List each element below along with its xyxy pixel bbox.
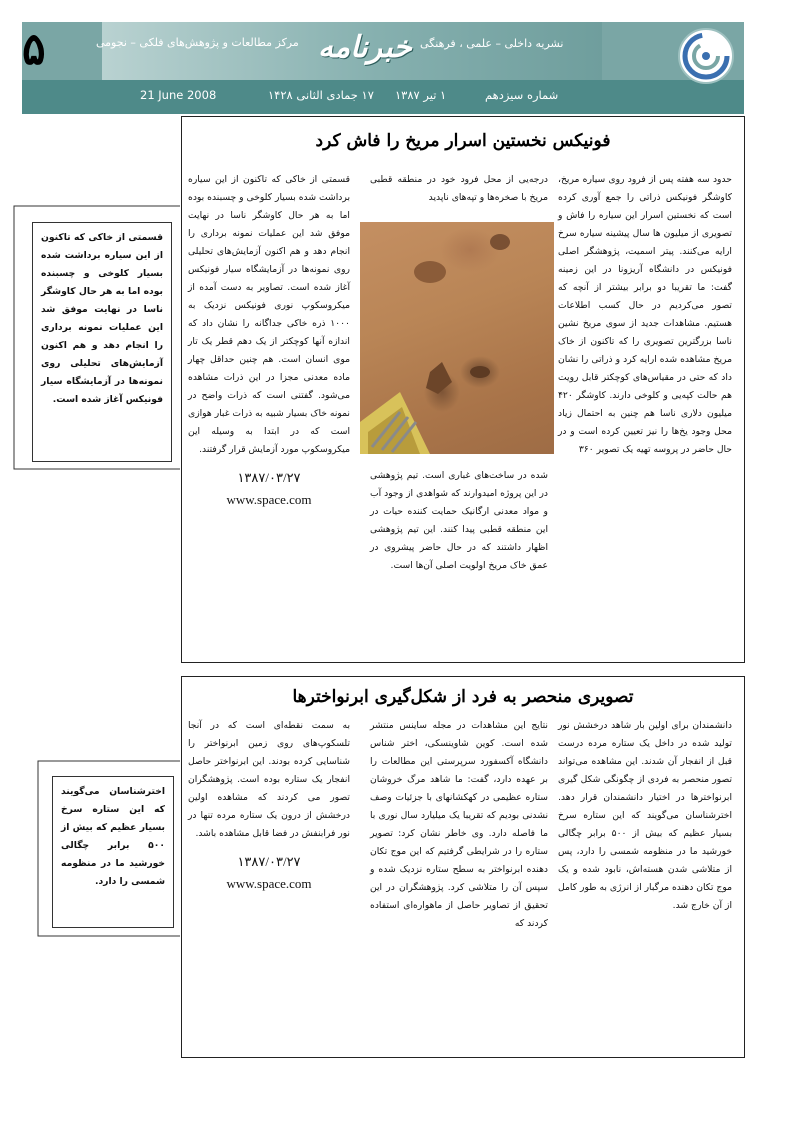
article-text: درجه‌یی از محل فرود خود در منطقه قطبی مریخ با صخره‌ها و تپه‌های ناپدید: [370, 174, 548, 203]
article-title: تصویری منحصر به فرد از شکل‌گیری ابرنواخترها: [292, 687, 634, 707]
tagline: نشریه داخلی – علمی ، فرهنگی: [420, 37, 564, 50]
newsletter-logo-text: خبرنامه: [318, 30, 412, 65]
page-number: ۵: [22, 24, 46, 75]
article-text: نتایج این مشاهدات در مجله ساینس منتشر شده است. کوین شاوینسکی، اختر شناس دانشگاه آکسفورد سرپرستی این مطالعات را بر عهده دارد، گفت: ما شاهد مرگ خروشان ستاره عظیمی در کهکشانهای با جزئیات وصف نشدنی بودیم که تقریبا یک میلیارد سال نوری با ما فاصله دارد. وی خاطر نشان کرد: تصویر ستاره را در شرایطی گرفتیم که این موج تکان دهنده ابرنواختر به سطح ستاره نزدیک شده و سپس آن را متلاشی کرد. پژوهشگران در این تحقیق از تصاویر حاصل از ماهواره‌ای استفاده کردند که: [370, 720, 548, 929]
article-column-right: [558, 717, 732, 915]
article-column-left: [188, 171, 350, 511]
source-date: ۱۳۸۷/۰۳/۲۷: [237, 854, 301, 869]
article-supernova: [181, 676, 745, 1058]
source-date: ۱۳۸۷/۰۳/۲۷: [237, 470, 301, 485]
source-url[interactable]: www.space.com: [226, 492, 312, 507]
article-text: به سمت نقطه‌ای است که در آنجا تلسکوپ‌های روی زمین ابرنواختر را شناسایی کرده بودند. این ابرنواختر حاصل انفجار یک ستاره بوده است. پژوهشگران تصور می کردند که مشاهده اولین درخشش از درون یک ستاره مرده تنها در نور فرابنفش در فضا قابل مشاهده باشد.: [188, 720, 350, 839]
article-text: دانشمندان برای اولین بار شاهد درخشش نور تولید شده در داخل یک ستاره مرده درست قبل از انفجار آن شدند. این مشاهده می‌تواند تصور منحصر به فردی از چگونگی شکل گیری ابرنواخترها در اختیار دانشمندان قرار دهد. اخترشناسان می‌گویند که این ستاره سرخ بسیار عظیم که بیش از ۵۰۰ برابر چگالی خورشید ما در منظومه شمسی را دارد، پس از متلاشی شدن هسته‌اش، نابود شده و یک موج تکان دهنده مرگبار از انرژی به طور کامل از آن خارج شد.: [558, 720, 732, 911]
article-column-right: [558, 171, 732, 459]
pull-quote: اخترشناسان می‌گویند که این ستاره سرخ بسیار عظیم که بیش از ۵۰۰ برابر چگالی خورشید ما در منظومه شمسی را دارد.: [52, 776, 174, 928]
article-column-middle-bottom: [370, 467, 548, 575]
date-shamsi: ۱ تیر ۱۳۸۷: [395, 88, 447, 102]
observatory-logo-icon: [676, 26, 736, 86]
pull-quote: قسمتی از خاکی که تاکنون از این سیاره برداشت شده بسیار کلوخی و چسبنده بوده اما به هر حال کاوشگر ناسا در نهایت موفق شد این عملیات نمونه برداری را انجام دهد و هم اکنون آزمایش‌های تحلیلی روی نمونه‌ها در آزمایشگاه سیار فونیکس آغاز شده است.: [32, 222, 172, 462]
article-text: حدود سه هفته پس از فرود روی سیاره مریخ، کاوشگر فونیکس ذراتی را جمع آوری کرده است که نخستین اسرار این سیاره را فاش و تصویری از میلیون ها سال پیشینه سیاره سرخ ارایه می‌کنند. پیتر اسمیت، پژوهشگر اصلی فونیکس در دانشگاه آریزونا در این زمینه گفت: ما تقریبا دو برابر بیشتر از آنچه که تصور می‌کردیم در حال کسب اطلاعات هستیم. مشاهدات جدید از سوی مریخ نشین ناسا بزرگترین تصویری را که تاکنون از خاک مریخ مشاهده شده ارایه کرد و ذراتی را نشان داد که حتی در مقیاس‌های کوچکتر قابل رویت هم حالت کپه‌یی و کلوخی دارند. کاوشگر ۴۲۰ میلیون دلاری ناسا هم چنین به احتمال زیاد محل وجود یخ‌ها را نیز تعیین کرده است و در حال حاضر در پروسه تهیه یک تصویر ۳۶۰: [558, 174, 732, 455]
source-url[interactable]: www.space.com: [226, 876, 312, 891]
article-column-left: [188, 717, 350, 895]
date-hijri: ۱۷ جمادی الثانی ۱۴۲۸: [268, 88, 374, 102]
article-text: قسمتی از خاکی که تاکنون از این سیاره برداشت شده بسیار کلوخی و چسبنده بوده اما به هر حال کاوشگر ناسا در نهایت موفق شد این عملیات نمونه برداری را انجام دهد و هم اکنون آزمایش‌های تحلیلی روی نمونه‌ها در آزمایشگاه سیار فونیکس آغاز شده است. تصاویر به دست آمده از میکروسکوپ نوری فونیکس نزدیک به ۱۰۰۰ ذره خاکی جداگانه را نشان داد که اندازه آنها کوچکتر از یک دهم قطر یک تار موی انسان است. هم چنین حداقل چهار ماده معدنی مجزا در این ذرات مشاهده می‌شود. گفتنی است که ذرات واضح در نمونه خاک بسیار شبیه به ذرات غبار هوازی است که در ابتدا به وسیله این میکروسکوپ مورد آزمایش قرار گرفتند.: [188, 174, 350, 455]
article-phoenix: [181, 116, 745, 663]
article-text: شده در ساخت‌های غباری است. تیم پژوهشی در این پروژه امیدوارند که شواهدی از وجود آب و مواد معدنی ارگانیک حمایت کننده حیات در این منطقه قطبی پیدا کنند. این تیم پژوهشی اظهار داشتند که در حال حاضر پیشروی در عمق خاک مریخ اولویت اصلی آن‌ها است.: [370, 470, 548, 571]
issue-number: شماره سیزدهم: [485, 88, 559, 102]
article-column-middle-top: [370, 171, 548, 207]
date-gregorian: 21 June 2008: [140, 88, 217, 102]
article-column-middle: [370, 717, 548, 933]
mars-rocks-icon: [360, 222, 554, 454]
article-title: فونیکس نخستین اسرار مریخ را فاش کرد: [315, 131, 611, 151]
org-line: مرکز مطالعات و پژوهش‌های فلکی – نجومی: [96, 36, 299, 49]
issue-date-bar: [140, 88, 720, 108]
mars-surface-photo: [360, 222, 554, 454]
